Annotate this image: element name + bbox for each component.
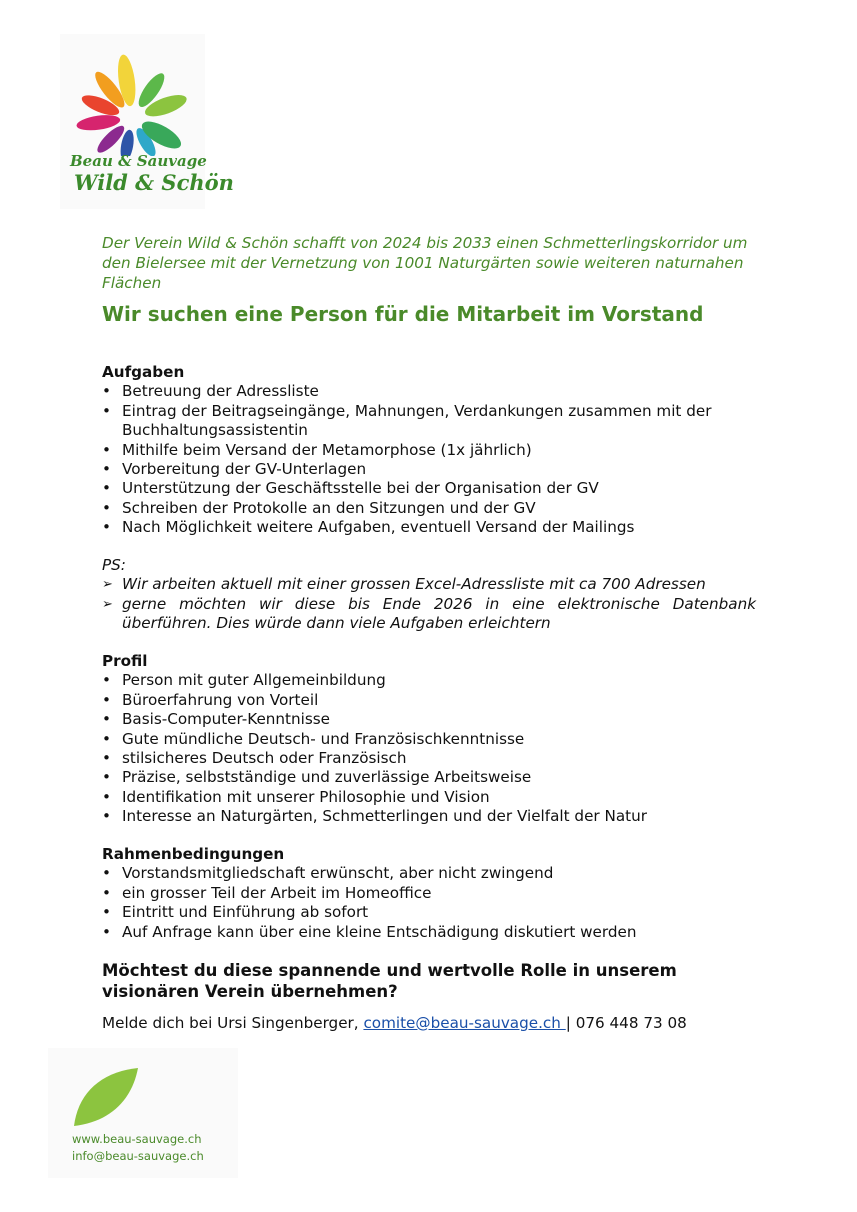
bullet-icon: •: [102, 518, 111, 537]
contact-separator: |: [565, 1014, 576, 1032]
list-item: • Unterstützung der Geschäftsstelle bei der Organisation der GV: [102, 479, 599, 498]
bullet-icon: •: [102, 401, 111, 420]
list-item: • Eintrag der Beitragseingänge, Mahnungen, Verdankungen zusammen mit der Buchhaltungsassistentin: [102, 401, 712, 440]
bullet-icon: •: [102, 768, 111, 787]
leaf-logo-icon: [70, 1064, 140, 1130]
list-item: • Person mit guter Allgemeinbildung: [102, 671, 386, 690]
bullet-icon: •: [102, 864, 111, 883]
bullet-icon: •: [102, 903, 111, 922]
section-title-rahmenbedingungen: Rahmenbedingungen: [102, 845, 285, 863]
section-title-aufgaben: Aufgaben: [102, 363, 185, 381]
bullet-icon: •: [102, 382, 111, 401]
bullet-icon: •: [102, 710, 111, 729]
list-item: • Nach Möglichkeit weitere Aufgaben, eventuell Versand der Mailings: [102, 518, 635, 537]
list-item: • Basis-Computer-Kenntnisse: [102, 710, 331, 729]
list-profil: [102, 671, 762, 826]
bullet-icon: •: [102, 460, 111, 479]
bullet-icon: •: [102, 883, 111, 902]
bullet-icon: •: [102, 787, 111, 806]
bullet-icon: •: [102, 479, 111, 498]
bullet-icon: •: [102, 440, 111, 459]
list-item: • ein grosser Teil der Arbeit im Homeoffice: [102, 883, 432, 902]
list-ps: [102, 575, 756, 633]
list-item: • Präzise, selbstständige und zuverlässige Arbeitsweise: [102, 768, 532, 787]
list-item: • Eintritt und Einführung ab sofort: [102, 903, 369, 922]
bullet-icon: •: [102, 749, 111, 768]
arrow-bullet-icon: ➢: [102, 596, 113, 612]
call-to-action-heading: Möchtest du diese spannende und wertvolle Rolle in unserem visionären Verein übernehmen?: [102, 961, 677, 1001]
logo-text-line2: Wild & Schön: [74, 170, 234, 195]
list-item: • Vorstandsmitgliedschaft erwünscht, aber nicht zwingend: [102, 864, 554, 883]
contact-phone: 076 448 73 08: [575, 1014, 687, 1032]
list-item: • Gute mündliche Deutsch- und Französischkenntnisse: [102, 729, 525, 748]
contact-prefix: Melde dich bei Ursi Singenberger,: [102, 1014, 364, 1032]
contact-line: [102, 1014, 687, 1032]
arrow-bullet-icon: ➢: [102, 577, 113, 593]
list-item: ➢ gerne möchten wir diese bis Ende 2026 in eine elektronische Datenbank überführen. Dies würde dann viele Aufgaben erleichtern: [102, 594, 756, 633]
list-item: • Büroerfahrung von Vorteil: [102, 690, 319, 709]
list-item: • Vorbereitung der GV-Unterlagen: [102, 460, 367, 479]
section-rahmenbedingungen: [102, 845, 762, 942]
bullet-icon: •: [102, 729, 111, 748]
bullet-icon: •: [102, 690, 111, 709]
bullet-icon: •: [102, 922, 111, 941]
intro-text: Der Verein Wild & Schön schafft von 2024 bis 2033 einen Schmetterlingskorridor um den Bielersee mit der Vernetzung von 1001 Naturgärten sowie weiteren naturnahen Flächen: [102, 234, 748, 292]
list-item: • Auf Anfrage kann über eine kleine Entschädigung diskutiert werden: [102, 922, 637, 941]
section-title-ps: PS:: [102, 556, 126, 574]
bullet-icon: •: [102, 498, 111, 517]
list-item: • Interesse an Naturgärten, Schmetterlingen und der Vielfalt der Natur: [102, 807, 647, 826]
logo-top: [60, 34, 234, 209]
footer-email[interactable]: info@beau-sauvage.ch: [72, 1149, 204, 1163]
bullet-icon: •: [102, 807, 111, 826]
section-profil: [102, 652, 762, 827]
list-item: ➢ Wir arbeiten aktuell mit einer grossen Excel-Adressliste mit ca 700 Adressen: [102, 575, 706, 594]
footer-website[interactable]: www.beau-sauvage.ch: [72, 1132, 202, 1146]
list-item: • stilsicheres Deutsch oder Französisch: [102, 749, 407, 768]
list-rahmenbedingungen: [102, 864, 762, 942]
list-item: • Mithilfe beim Versand der Metamorphose (1x jährlich): [102, 440, 532, 459]
section-title-profil: Profil: [102, 652, 148, 670]
list-item: • Identifikation mit unserer Philosophie und Vision: [102, 787, 490, 806]
section-aufgaben: [102, 363, 762, 538]
list-item: • Schreiben der Protokolle an den Sitzungen und der GV: [102, 498, 536, 517]
list-aufgaben: [102, 382, 762, 537]
contact-email-link[interactable]: comite@beau-sauvage.ch: [363, 1014, 566, 1032]
logo-bottom: [48, 1048, 238, 1178]
page-title: Wir suchen eine Person für die Mitarbeit im Vorstand: [102, 302, 704, 326]
logo-text-line1: Beau & Sauvage: [70, 152, 207, 170]
bullet-icon: •: [102, 671, 111, 690]
flower-logo-icon: [68, 38, 198, 156]
section-ps: [102, 556, 756, 634]
list-item: • Betreuung der Adressliste: [102, 382, 319, 401]
